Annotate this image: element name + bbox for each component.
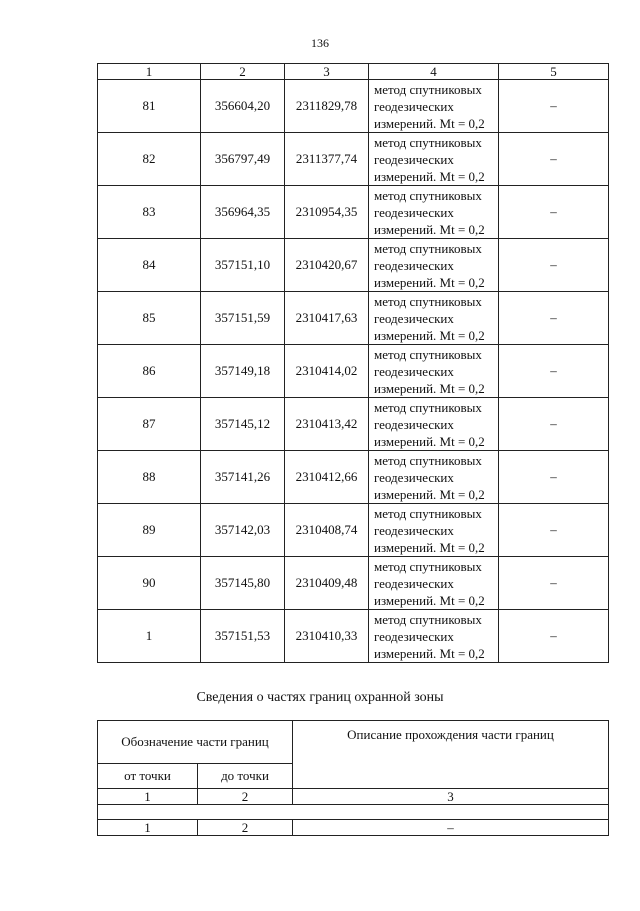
coordinate-x: 357151,10 xyxy=(201,239,285,292)
parts-spacer-cell xyxy=(98,805,609,820)
point-number: 88 xyxy=(98,451,201,504)
method-description xyxy=(369,557,499,610)
parts-data-row xyxy=(98,820,609,836)
point-number: 90 xyxy=(98,557,201,610)
method-line: измерений. Mt = 0,2 xyxy=(374,327,485,343)
method-description xyxy=(369,398,499,451)
parts-header-to-point: до точки xyxy=(198,764,293,789)
method-line: метод спутниковых xyxy=(374,81,482,97)
point-number: 84 xyxy=(98,239,201,292)
method-description xyxy=(369,504,499,557)
note-cell: – xyxy=(499,398,609,451)
coordinate-y: 2311377,74 xyxy=(285,133,369,186)
method-line: метод спутниковых xyxy=(374,399,482,415)
method-description xyxy=(369,292,499,345)
method-line: измерений. Mt = 0,2 xyxy=(374,221,485,237)
table-row xyxy=(98,557,609,610)
method-line: метод спутниковых xyxy=(374,558,482,574)
method-line: метод спутниковых xyxy=(374,346,482,362)
point-number: 86 xyxy=(98,345,201,398)
note-cell: – xyxy=(499,451,609,504)
coordinate-x: 357145,12 xyxy=(201,398,285,451)
point-number: 85 xyxy=(98,292,201,345)
coordinate-y: 2310410,33 xyxy=(285,610,369,663)
parts-header-row xyxy=(98,721,609,764)
method-description xyxy=(369,239,499,292)
coordinate-x: 357149,18 xyxy=(201,345,285,398)
table-row xyxy=(98,345,609,398)
method-line: измерений. Mt = 0,2 xyxy=(374,168,485,184)
point-number: 87 xyxy=(98,398,201,451)
method-line: геодезических xyxy=(374,575,454,591)
method-line: геодезических xyxy=(374,257,454,273)
table-row xyxy=(98,186,609,239)
coordinate-x: 357145,80 xyxy=(201,557,285,610)
method-line: геодезических xyxy=(374,416,454,432)
table-row xyxy=(98,451,609,504)
method-line: геодезических xyxy=(374,628,454,644)
method-line: метод спутниковых xyxy=(374,134,482,150)
note-cell: – xyxy=(499,133,609,186)
coordinate-y: 2310954,35 xyxy=(285,186,369,239)
coordinate-y: 2310417,63 xyxy=(285,292,369,345)
parts-description: – xyxy=(293,820,609,836)
method-description xyxy=(369,610,499,663)
note-cell: – xyxy=(499,80,609,133)
coordinate-y: 2310414,02 xyxy=(285,345,369,398)
column-number-4: 4 xyxy=(369,64,499,80)
page-number: 136 xyxy=(311,36,329,50)
coordinate-x: 357142,03 xyxy=(201,504,285,557)
parts-from-point: 1 xyxy=(98,820,198,836)
coordinate-x: 357141,26 xyxy=(201,451,285,504)
note-cell: – xyxy=(499,610,609,663)
table-row xyxy=(98,133,609,186)
method-line: измерений. Mt = 0,2 xyxy=(374,486,485,502)
parts-column-number-1: 1 xyxy=(98,789,198,805)
coordinate-y: 2310409,48 xyxy=(285,557,369,610)
method-line: геодезических xyxy=(374,204,454,220)
point-number: 81 xyxy=(98,80,201,133)
method-line: геодезических xyxy=(374,310,454,326)
method-description xyxy=(369,451,499,504)
method-line: геодезических xyxy=(374,363,454,379)
note-cell: – xyxy=(499,186,609,239)
parts-header-designation: Обозначение части границ xyxy=(98,721,293,764)
method-line: метод спутниковых xyxy=(374,240,482,256)
method-description xyxy=(369,345,499,398)
method-line: метод спутниковых xyxy=(374,611,482,627)
method-line: геодезических xyxy=(374,522,454,538)
column-number-1: 1 xyxy=(98,64,201,80)
note-cell: – xyxy=(499,345,609,398)
method-description xyxy=(369,186,499,239)
column-number-3: 3 xyxy=(285,64,369,80)
parts-column-number-2: 2 xyxy=(198,789,293,805)
method-line: измерений. Mt = 0,2 xyxy=(374,539,485,555)
coordinate-y: 2310420,67 xyxy=(285,239,369,292)
column-number-2: 2 xyxy=(201,64,285,80)
method-line: метод спутниковых xyxy=(374,505,482,521)
coordinate-x: 356797,49 xyxy=(201,133,285,186)
coordinate-x: 356604,20 xyxy=(201,80,285,133)
note-cell: – xyxy=(499,557,609,610)
method-line: измерений. Mt = 0,2 xyxy=(374,433,485,449)
method-line: метод спутниковых xyxy=(374,187,482,203)
table-row xyxy=(98,504,609,557)
parts-column-number-3: 3 xyxy=(293,789,609,805)
note-cell: – xyxy=(499,292,609,345)
coordinates-table xyxy=(97,63,609,663)
column-number-5: 5 xyxy=(499,64,609,80)
method-line: измерений. Mt = 0,2 xyxy=(374,115,485,131)
point-number: 82 xyxy=(98,133,201,186)
coordinate-y: 2311829,78 xyxy=(285,80,369,133)
point-number: 89 xyxy=(98,504,201,557)
note-cell: – xyxy=(499,504,609,557)
coordinate-x: 356964,35 xyxy=(201,186,285,239)
method-description xyxy=(369,133,499,186)
table-row xyxy=(98,80,609,133)
parts-spacer-row xyxy=(98,805,609,820)
section-title: Сведения о частях границ охранной зоны xyxy=(196,690,444,705)
parts-header-from-point: от точки xyxy=(98,764,198,789)
coordinate-x: 357151,53 xyxy=(201,610,285,663)
method-line: геодезических xyxy=(374,151,454,167)
method-line: измерений. Mt = 0,2 xyxy=(374,274,485,290)
table-row xyxy=(98,292,609,345)
parts-numbering-row xyxy=(98,789,609,805)
coordinate-y: 2310413,42 xyxy=(285,398,369,451)
table-row xyxy=(98,239,609,292)
method-description xyxy=(369,80,499,133)
parts-to-point: 2 xyxy=(198,820,293,836)
coordinates-table-header-row xyxy=(98,64,609,80)
method-line: измерений. Mt = 0,2 xyxy=(374,592,485,608)
table-row xyxy=(98,610,609,663)
note-cell: – xyxy=(499,239,609,292)
table-row xyxy=(98,398,609,451)
point-number: 83 xyxy=(98,186,201,239)
point-number: 1 xyxy=(98,610,201,663)
method-line: геодезических xyxy=(374,98,454,114)
boundary-parts-table xyxy=(97,720,609,836)
coordinate-y: 2310412,66 xyxy=(285,451,369,504)
coordinate-x: 357151,59 xyxy=(201,292,285,345)
method-line: геодезических xyxy=(374,469,454,485)
method-line: измерений. Mt = 0,2 xyxy=(374,645,485,661)
coordinate-y: 2310408,74 xyxy=(285,504,369,557)
method-line: измерений. Mt = 0,2 xyxy=(374,380,485,396)
parts-header-description: Описание прохождения части границ xyxy=(293,721,609,789)
method-line: метод спутниковых xyxy=(374,293,482,309)
method-line: метод спутниковых xyxy=(374,452,482,468)
